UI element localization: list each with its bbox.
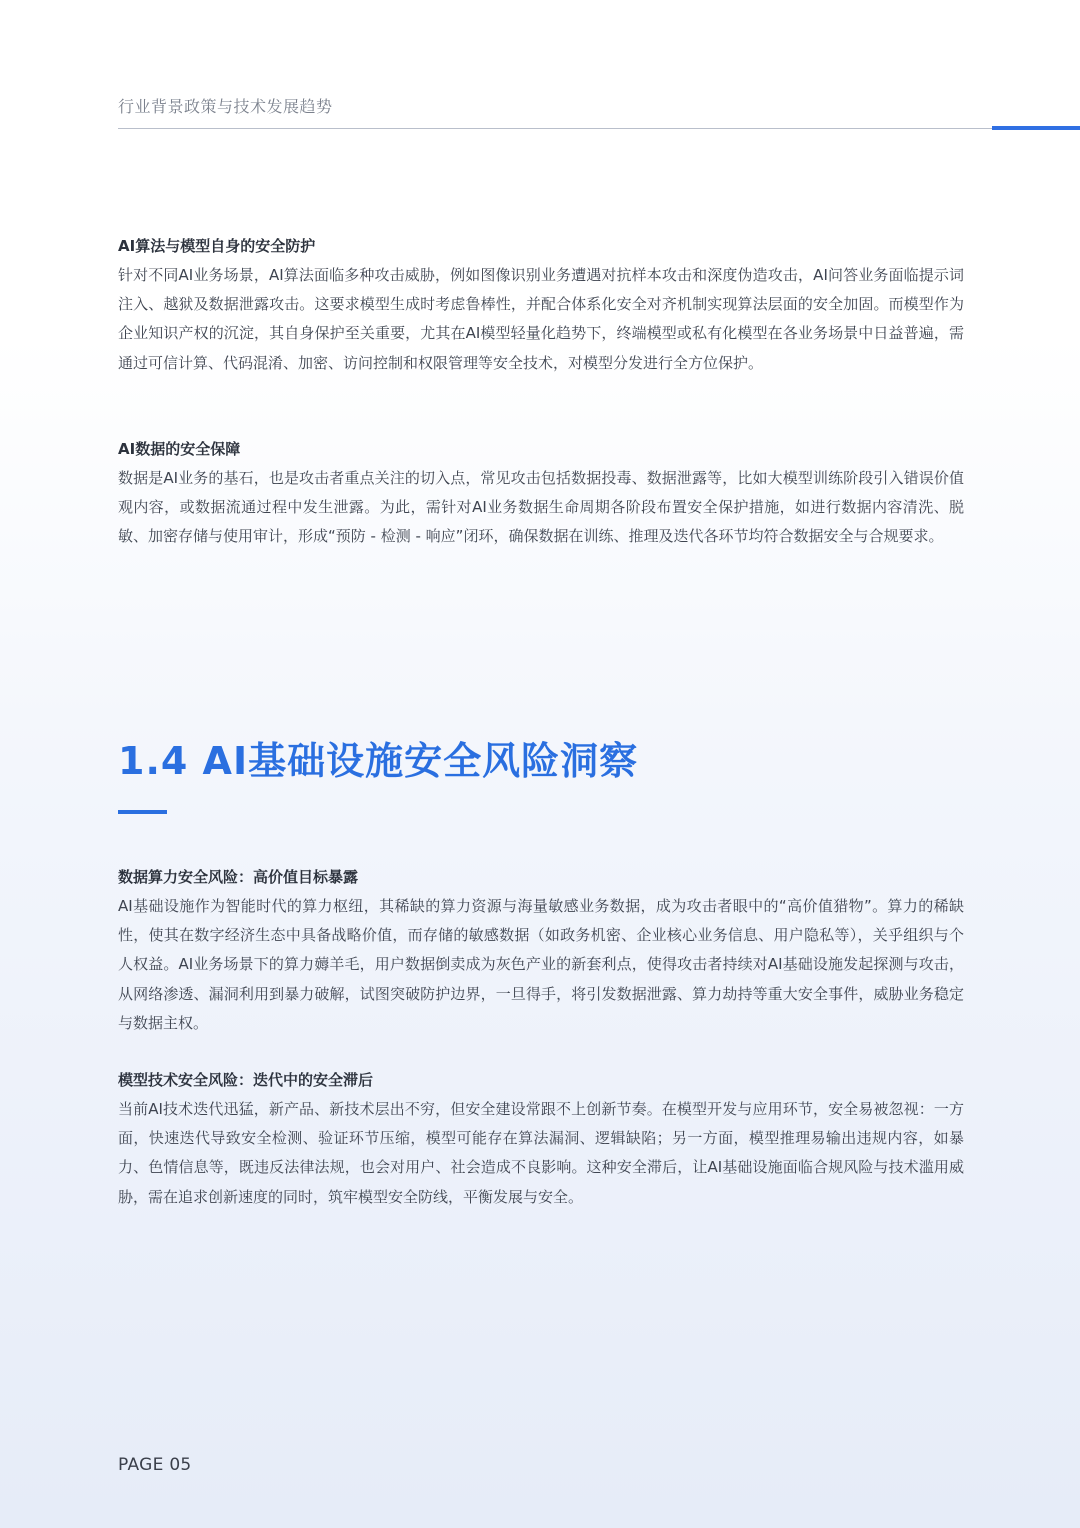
section-body: 针对不同AI业务场景，AI算法面临多种攻击威胁，例如图像识别业务遭遇对抗样本攻击和深度伪造攻击，AI问答业务面临提示词注入、越狱及数据泄露攻击。这要求模型生成时考虑鲁棒性，并配合体系化安全对齐机制实现算法层面的安全加固。而模型作为企业知识产权的沉淀，其自身保护至关重要，尤其在AI模型轻量化趋势下，终端模型或私有化模型在各业务场景中日益普遍，需通过可信计算、代码混淆、加密、访问控制和权限管理等安全技术，对模型分发进行全方位保护。 xyxy=(118,266,964,372)
section-title: 数据算力安全风险：高价值目标暴露 xyxy=(118,868,359,886)
section-title: 模型技术安全风险：迭代中的安全滞后 xyxy=(118,1071,374,1089)
section-title: AI算法与模型自身的安全防护 xyxy=(118,237,316,255)
section-compute-risk xyxy=(118,863,964,1038)
section-ai-model-protection xyxy=(118,232,964,378)
header-divider xyxy=(118,128,992,129)
page-number: PAGE 05 xyxy=(118,1455,192,1475)
running-header: 行业背景政策与技术发展趋势 xyxy=(118,97,333,116)
chapter-title-underline xyxy=(118,810,167,814)
section-body: AI基础设施作为智能时代的算力枢纽，其稀缺的算力资源与海量敏感业务数据，成为攻击者眼中的“高价值猎物”。算力的稀缺性，使其在数字经济生态中具备战略价值，而存储的敏感数据（如政务机密、企业核心业务信息、用户隐私等），关乎组织与个人权益。AI业务场景下的算力薅羊毛，用户数据倒卖成为灰色产业的新套利点，使得攻击者持续对AI基础设施发起探测与攻击，从网络渗透、漏洞利用到暴力破解，试图突破防护边界，一旦得手，将引发数据泄露、算力劫持等重大安全事件，威胁业务稳定与数据主权。 xyxy=(118,897,964,1032)
section-title: AI数据的安全保障 xyxy=(118,440,241,458)
chapter-title: 1.4 AI基础设施安全风险洞察 xyxy=(118,739,639,783)
header-accent-bar xyxy=(992,126,1080,130)
section-ai-data-security xyxy=(118,435,964,552)
section-body: 当前AI技术迭代迅猛，新产品、新技术层出不穷，但安全建设常跟不上创新节奏。在模型开发与应用环节，安全易被忽视：一方面，快速迭代导致安全检测、验证环节压缩，模型可能存在算法漏洞、逻辑缺陷；另一方面，模型推理易输出违规内容，如暴力、色情信息等，既违反法律法规，也会对用户、社会造成不良影响。这种安全滞后，让AI基础设施面临合规风险与技术滥用威胁，需在追求创新速度的同时，筑牢模型安全防线，平衡发展与安全。 xyxy=(118,1100,964,1206)
section-body: 数据是AI业务的基石，也是攻击者重点关注的切入点，常见攻击包括数据投毒、数据泄露等，比如大模型训练阶段引入错误价值观内容，或数据流通过程中发生泄露。为此，需针对AI业务数据生命周期各阶段布置安全保护措施，如进行数据内容清洗、脱敏、加密存储与使用审计，形成“预防 - 检测 - 响应”闭环，确保数据在训练、推理及迭代各环节均符合数据安全与合规要求。 xyxy=(118,469,964,546)
section-model-tech-risk xyxy=(118,1066,964,1212)
